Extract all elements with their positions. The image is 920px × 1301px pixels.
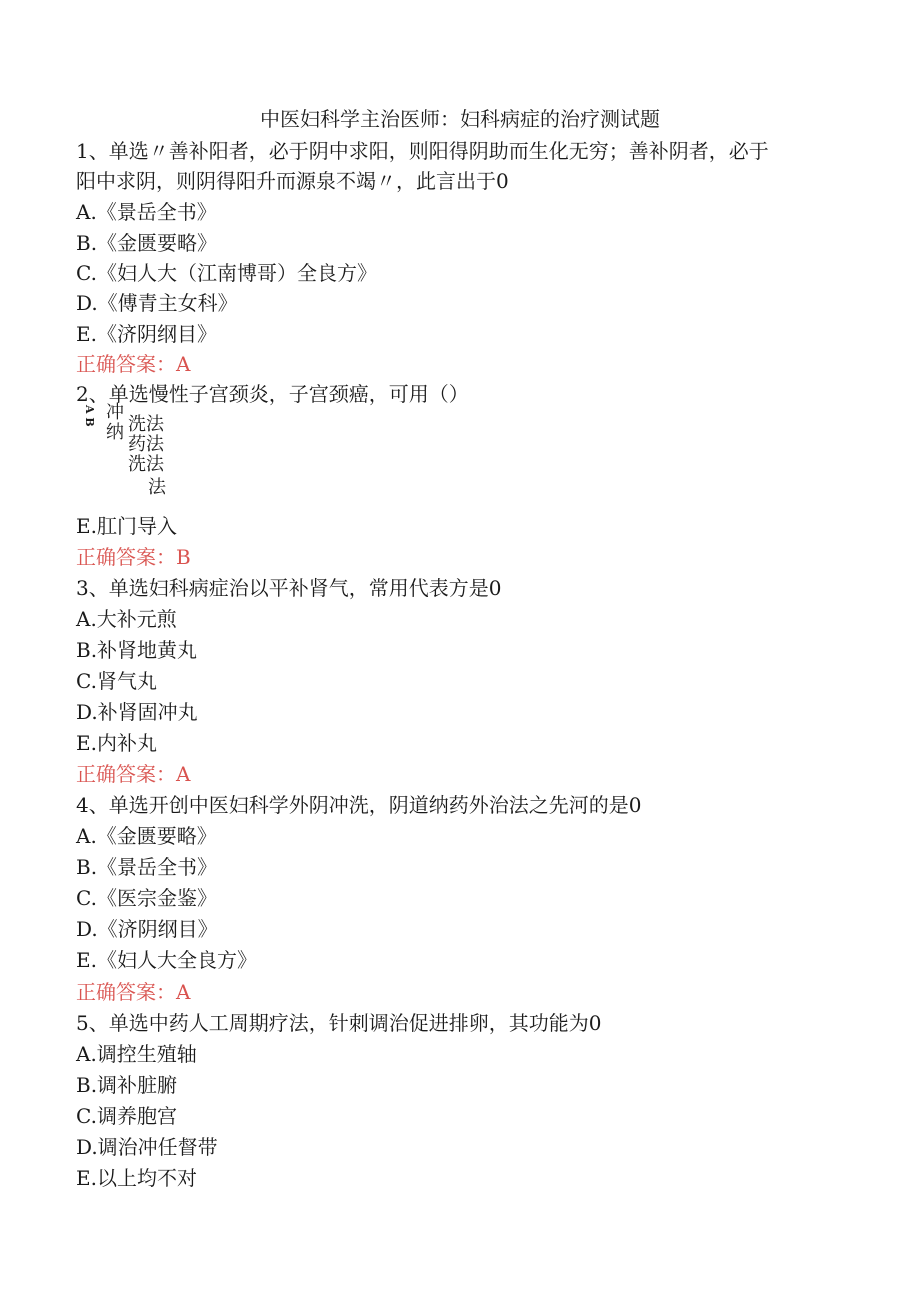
question-1-answer: 正确答案：A: [76, 352, 191, 376]
question-3-option-c: C.肾气丸: [76, 669, 157, 693]
question-1-stem-line-2: 阳中求阴，则阴得阳升而源泉不竭〃，此言出于0: [76, 169, 509, 193]
garbled-column-2: 洗法 药法 洗法: [128, 414, 164, 475]
question-4-option-a: A.《金匮要略》: [76, 824, 217, 848]
question-5-option-e: E.以上均不对: [76, 1166, 197, 1190]
question-4-option-e: E.《妇人大全良方》: [76, 948, 257, 972]
document-title: 中医妇科学主治医师：妇科病症的治疗测试题: [260, 107, 660, 131]
question-5-option-a: A.调控生殖轴: [76, 1042, 197, 1066]
question-4-option-b: B.《景岳全书》: [76, 855, 218, 879]
question-1-option-a: A.《景岳全书》: [76, 200, 217, 224]
question-5-option-b: B.调补脏腑: [76, 1073, 178, 1097]
question-4-option-c: C.《医宗金鉴》: [76, 886, 217, 910]
question-4-stem: 4、单选开创中医妇科学外阴冲洗，阴道纳药外治法之先河的是0: [76, 793, 642, 817]
question-4-option-d: D.《济阴纲目》: [76, 917, 218, 941]
question-5-option-c: C.调养胞宫: [76, 1104, 177, 1128]
question-3-option-a: A.大补元煎: [76, 607, 177, 631]
question-2-stem: 2、单选慢性子宫颈炎，子宫颈癌，可用（）: [76, 382, 469, 406]
question-3-answer: 正确答案：A: [76, 762, 191, 786]
question-1-option-b: B.《金匮要略》: [76, 231, 218, 255]
question-5-stem: 5、单选中药人工周期疗法，针刺调治促进排卵，其功能为0: [76, 1011, 602, 1035]
question-5-option-d: D.调治冲任督带: [76, 1135, 218, 1159]
question-3-option-d: D.补肾固冲丸: [76, 700, 198, 724]
question-4-answer: 正确答案：A: [76, 980, 191, 1004]
question-3-option-b: B.补肾地黄丸: [76, 638, 198, 662]
garbled-column-3: 法: [148, 477, 166, 498]
question-2-garbled-options: [80, 403, 190, 499]
question-2-answer: 正确答案：B: [76, 545, 191, 569]
question-1-option-d: D.《傅青主女科》: [76, 291, 238, 315]
garbled-column-1: 冲 纳: [106, 402, 124, 443]
question-3-option-e: E.内补丸: [76, 731, 157, 755]
question-1-stem-line-1: 1、单选〃善补阳者，必于阴中求阳，则阳得阴助而生化无穷；善补阴者，必于: [76, 139, 769, 163]
question-2-option-e: E.肛门导入: [76, 514, 177, 538]
garbled-option-letters: A B: [83, 405, 96, 427]
question-3-stem: 3、单选妇科病症治以平补肾气，常用代表方是0: [76, 576, 502, 600]
question-1-option-c: C.《妇人大（江南博哥）全良方》: [76, 261, 377, 285]
question-1-option-e: E.《济阴纲目》: [76, 322, 217, 346]
